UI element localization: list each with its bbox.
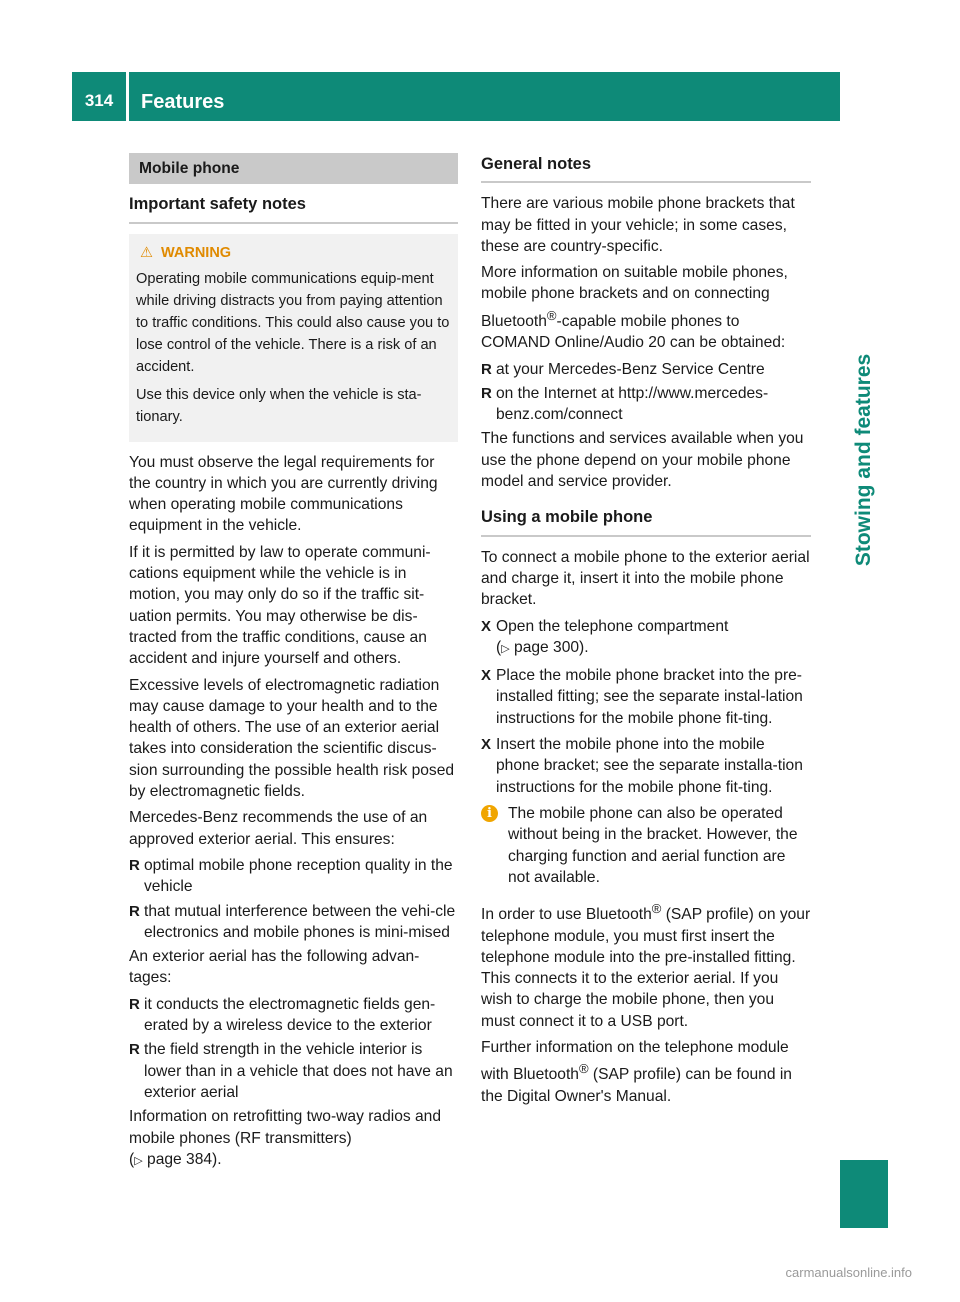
paragraph: If it is permitted by law to operate communi-cations equipment while the vehicle is in motion, you may only do so if the traffic sit-uation permits. You may otherwise be dis-tracted from the traffic conditions, cause an accident and injure yourself and others. xyxy=(129,543,431,668)
page-reference[interactable]: (▷ page 300). xyxy=(496,638,589,656)
warning-icon: ⚠ xyxy=(140,244,153,261)
warning-text: Operating mobile communications equip-ment while driving distracts you from paying attention to traffic conditions. This could also cause you to lose control of the vehicle. There is a risk of an accident. xyxy=(136,270,450,375)
action-icon: X xyxy=(481,617,492,635)
side-tab xyxy=(840,72,888,1186)
paragraph: Mercedes-Benz recommends the use of an approved exterior aerial. This ensures: xyxy=(129,809,428,848)
chapter-tab-label: Stowing and features xyxy=(852,353,875,567)
paragraph: You must observe the legal requirements for the country in which you are currently driving when operating mobile communications equipment in the vehicle. xyxy=(129,453,438,535)
bullet-icon: R xyxy=(129,902,140,920)
bullet-icon: R xyxy=(481,360,492,378)
reference-arrow-icon: ▷ xyxy=(501,642,510,655)
list-item: R it conducts the electromagnetic fields gen-erated by a wireless device to the exterior xyxy=(129,995,436,1035)
list-item: R optimal mobile phone reception quality in the vehicle xyxy=(129,856,453,896)
right-column xyxy=(481,150,811,1112)
list-item: R that mutual interference between the vehi-cle electronics and mobile phones is mini-mised xyxy=(129,902,456,941)
subsection-title: Important safety notes xyxy=(129,184,458,223)
warning-box xyxy=(129,234,458,442)
left-column xyxy=(129,150,458,1177)
bullet-icon: R xyxy=(129,1041,140,1059)
section-title: General notes xyxy=(481,150,811,183)
action-icon: X xyxy=(481,736,492,754)
paragraph: Information on retrofitting two-way radios and mobile phones (RF transmitters) (▷ page 384). xyxy=(129,1108,442,1168)
paragraph: Excessive levels of electromagnetic radiation may cause damage to your health and to the health of others. The use of an exterior aerial takes into consideration the scientific discus-sion surrounding the possible health risk posed by electromagnetic fields. xyxy=(129,676,455,801)
page-reference[interactable]: (▷ page 384). xyxy=(129,1150,222,1168)
bullet-icon: R xyxy=(129,995,140,1013)
watermark: carmanualsonline.info xyxy=(785,1265,912,1280)
chapter-marker xyxy=(840,1160,888,1228)
warning-label: WARNING xyxy=(161,244,232,261)
warning-text: Use this device only when the vehicle is sta-tionary. xyxy=(136,386,422,425)
reference-arrow-icon: ▷ xyxy=(134,1154,143,1167)
action-step: X Insert the mobile phone into the mobile phone bracket; see the separate installa-tion instructions for the mobile phone fit-ting. xyxy=(481,736,803,796)
paragraph: There are various mobile phone brackets that may be fitted in your vehicle; in some cases, these are country-specific. xyxy=(481,195,795,255)
page-number: 314 xyxy=(84,91,114,110)
info-note: i The mobile phone can also be operated without being in the bracket. However, the charging function and aerial function are not available. xyxy=(481,803,811,888)
action-step: X Open the telephone compartment (▷ page 300). xyxy=(481,617,729,656)
header-divider xyxy=(126,72,129,121)
list-item: R on the Internet at http://www.mercedes-benz.com/connect xyxy=(481,384,769,424)
paragraph: The functions and services available when you use the phone depend on your mobile phone model and service provider. xyxy=(481,430,804,491)
paragraph: In order to use Bluetooth® (SAP profile) on your telephone module, you must first insert the telephone module into the pre-installed fitting. This connects it to the exterior aerial. If you wish to charge the mobile phone, then you must connect it to a USB port. xyxy=(481,901,811,1030)
info-icon: i xyxy=(481,805,498,822)
warning-heading xyxy=(136,242,452,264)
list-item: R the field strength in the vehicle interior is lower than in a vehicle that does not have an exterior aerial xyxy=(129,1041,453,1101)
section-title: Using a mobile phone xyxy=(481,497,811,536)
action-icon: X xyxy=(481,667,492,685)
paragraph: An exterior aerial has the following advan-tages: xyxy=(129,948,420,987)
paragraph: More information on suitable mobile phones, mobile phone brackets and on connecting Bluetooth®-capable mobile phones to COMAND Online/Audio 20 can be obtained: xyxy=(481,264,788,352)
section-title: Mobile phone xyxy=(129,153,458,184)
paragraph: Further information on the telephone module with Bluetooth® (SAP profile) can be found in the Digital Owner's Manual. xyxy=(481,1039,792,1105)
action-step: X Place the mobile phone bracket into the pre-installed fitting; see the separate instal-lation instructions for the mobile phone fit-ting. xyxy=(481,667,803,727)
bullet-icon: R xyxy=(481,384,492,402)
list-item: R at your Mercedes-Benz Service Centre xyxy=(481,359,811,380)
page-title: Features xyxy=(141,91,225,113)
bullet-icon: R xyxy=(129,856,140,874)
paragraph: To connect a mobile phone to the exterior aerial and charge it, insert it into the mobile phone bracket. xyxy=(481,548,810,609)
